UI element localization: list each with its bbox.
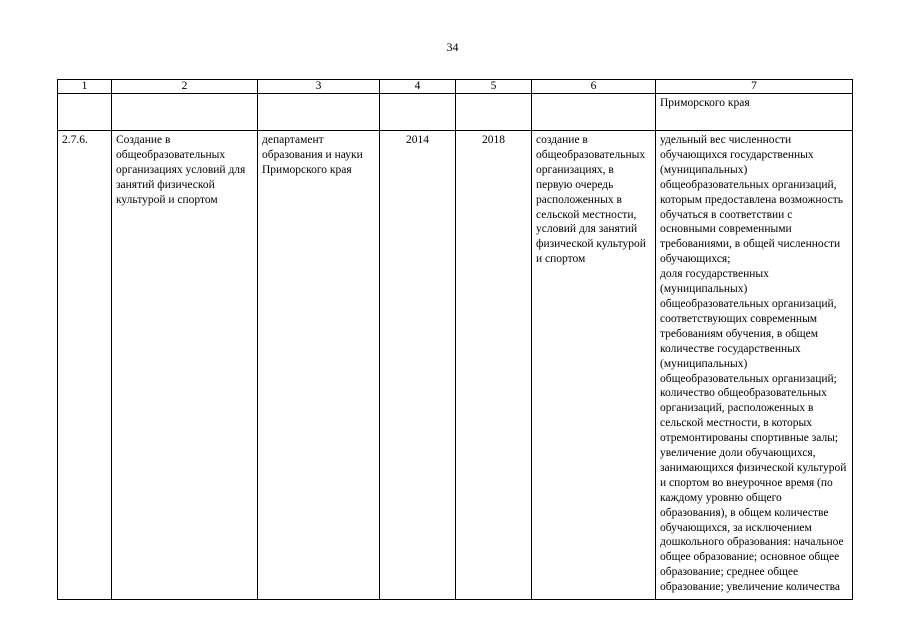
start-year: 2014: [380, 131, 456, 600]
indicator-2: доля государственных (муниципальных) общеобразовательных организаций, соответствующих современным требованиям обучения, в общем количестве государственных (муниципальных) общеобразовательных организаций;: [660, 268, 837, 385]
column-header-1: 1: [58, 80, 112, 94]
column-header-6: 6: [532, 80, 656, 94]
responsible-executor: департамент образования и науки Приморского края: [258, 131, 380, 600]
page-number: 34: [446, 40, 459, 54]
column-header-4: 4: [380, 80, 456, 94]
indicator-3: количество общеобразовательных организаций, расположенных в сельской местности, в которых отремонтированы спортивные залы;: [660, 387, 839, 445]
continuation-cell-3: [258, 94, 380, 131]
indicator-1: удельный вес численности обучающихся государственных (муниципальных) общеобразовательных организаций, которым предоставлена возможность обучаться в соответствии с основными современными требованиями, в общей численности обучающихся;: [660, 134, 843, 266]
continuation-cell-4: [380, 94, 456, 131]
continuation-cell-7: Приморского края: [656, 94, 853, 131]
expected-result: создание в общеобразовательных организациях, в первую очередь расположенных в сельской местности, условий для занятий физической культурой и спортом: [532, 131, 656, 600]
continuation-cell-6: [532, 94, 656, 131]
continuation-cell-5: [456, 94, 532, 131]
continuation-row: [58, 94, 853, 131]
column-header-3: 3: [258, 80, 380, 94]
row-number: 2.7.6.: [58, 131, 112, 600]
continuation-cell-1: [58, 94, 112, 131]
table-header-row: [58, 80, 853, 94]
column-header-7: 7: [656, 80, 853, 94]
measure-name: Создание в общеобразовательных организациях условий для занятий физической культурой и спортом: [112, 131, 258, 600]
indicators-cell: [656, 131, 853, 600]
continuation-cell-2: [112, 94, 258, 131]
program-table: [57, 79, 853, 600]
table-row: [58, 131, 853, 600]
end-year: 2018: [456, 131, 532, 600]
indicator-4: увеличение доли обучающихся, занимающихся физической культурой и спортом во внеурочное время (по каждому уровню общего образования), в общем количестве обучающихся, за исключением дошкольного образования: начальное общее образование; основное общее образование; среднее общее образование; увеличение количества: [660, 447, 847, 594]
column-header-2: 2: [112, 80, 258, 94]
column-header-5: 5: [456, 80, 532, 94]
